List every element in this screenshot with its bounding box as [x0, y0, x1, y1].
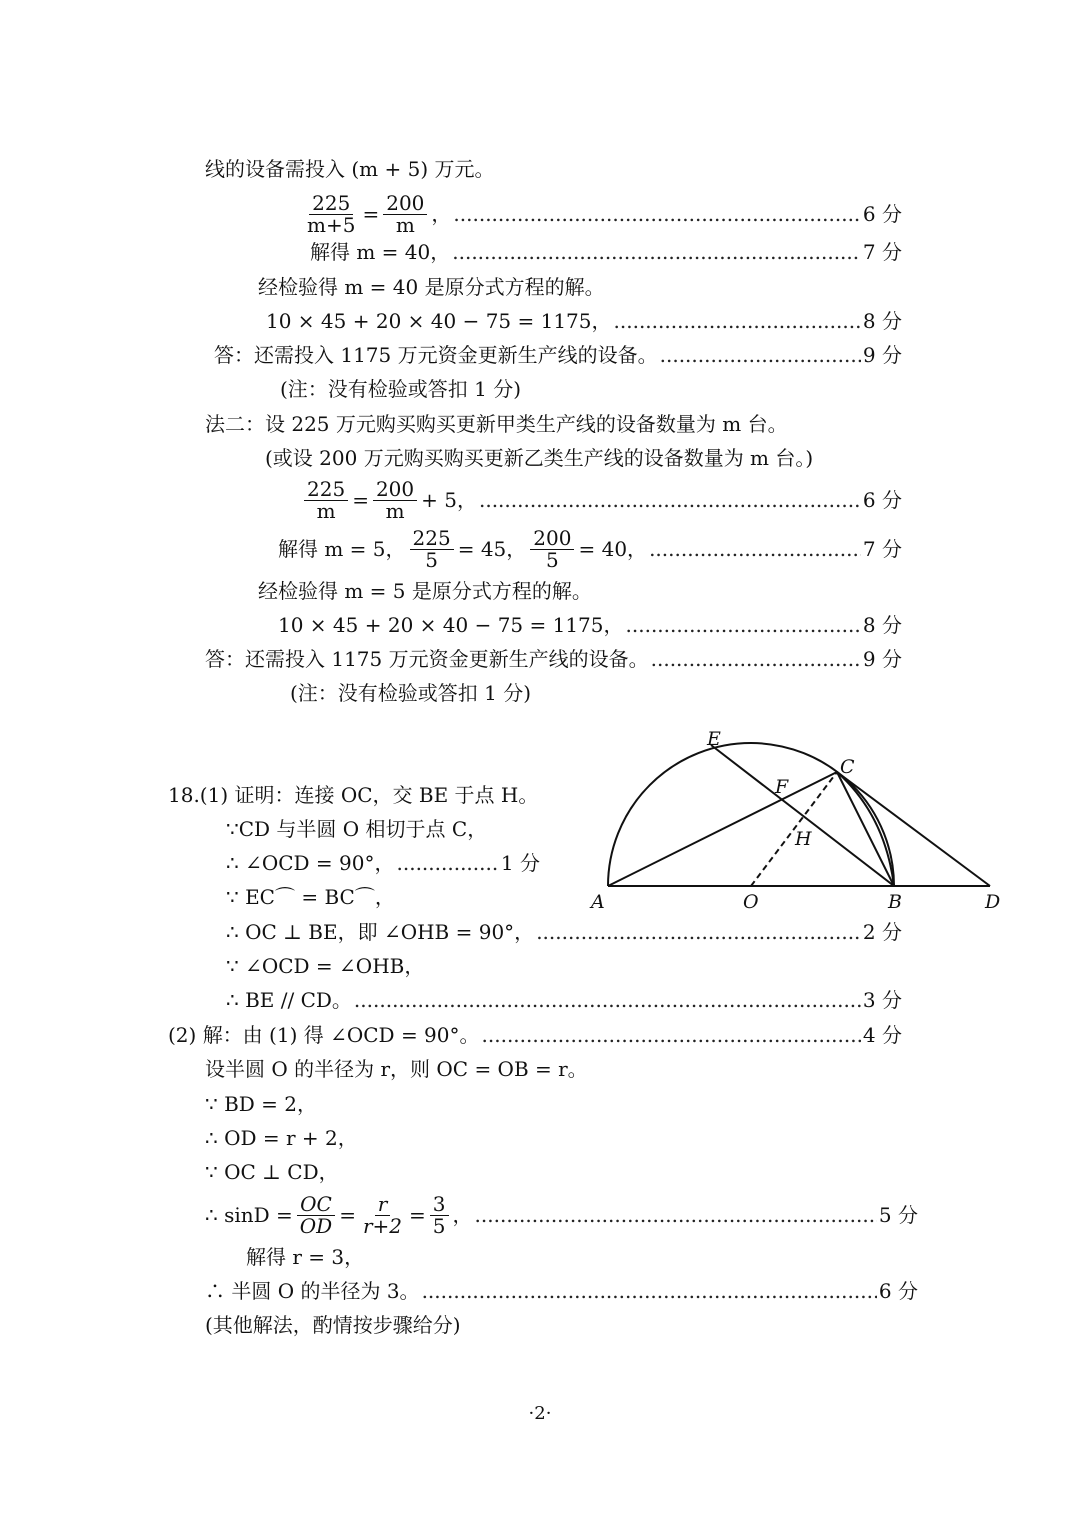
text-line: 答：还需投入 1175 万元资金更新生产线的设备。 ..... 9 分	[205, 642, 902, 676]
text-line: 设半圆 O 的半径为 r，则 OC = OB = r。	[205, 1057, 588, 1081]
fraction: $\frac{200}{5}$	[530, 528, 574, 571]
fraction: $\frac{3}{5}$	[430, 1194, 449, 1237]
leader-dots	[651, 642, 861, 676]
score: 4 分	[862, 1023, 902, 1047]
segment-eb	[711, 745, 894, 886]
text-line: 18.(1) 证明：连接 OC，交 BE 于点 H。	[168, 783, 539, 807]
score: 7 分	[862, 240, 902, 264]
fraction: $\frac{225}{5}$	[410, 528, 454, 571]
text-line: 线的设备需投入 (m + 5) 万元。	[205, 157, 495, 181]
text-line: 解得 r = 3，	[246, 1245, 365, 1269]
fraction: $\frac{r}{r+2}$	[362, 1191, 403, 1238]
page-number: ·2·	[528, 1403, 552, 1424]
text-line: (2) 解：由 (1) 得 ∠OCD = 90°。 ..... 4 分	[168, 1018, 902, 1052]
fraction: $\frac{200}{m}$	[383, 193, 427, 236]
segment-cd	[837, 772, 990, 886]
fraction: $\frac{225}{m+5}$	[307, 190, 356, 237]
score: 8 分	[862, 613, 902, 637]
text-line: 10 × 45 + 20 × 40 − 75 = 1175， ..... 8 分	[278, 608, 902, 642]
fraction: $\frac{200}{m}$	[373, 479, 417, 522]
leader-dots	[482, 1018, 861, 1052]
text-line: ∴ BE // CD。 ..... 3 分	[226, 983, 902, 1017]
label-d: D	[985, 891, 1001, 913]
score: 8 分	[862, 309, 902, 333]
segment-oc-dashed	[751, 772, 837, 886]
text-line: ∵CD 与半圆 O 相切于点 C，	[226, 817, 488, 841]
segment-cb	[837, 772, 894, 886]
text-line: ∴ ∠OCD = 90°， ..... 1 分	[226, 846, 540, 880]
label-e: E	[707, 728, 721, 750]
equation-line: ∴ sinD = $\frac{OC}{OD}$ = $\frac{r}{r+2}$ = $\frac{3}{5}$ ， ..... 5 分	[205, 1192, 918, 1238]
text-line: ∵ ∠OCD = ∠OHB，	[226, 954, 425, 978]
note-line: (注：没有检验或答扣 1 分)	[280, 377, 522, 401]
leader-dots	[453, 197, 861, 231]
score: 3 分	[862, 988, 902, 1012]
equation-line: $\frac{225}{m}$ = $\frac{200}{m}$ + 5， ..... 6 分	[300, 478, 902, 522]
note-line: (其他解法，酌情按步骤给分)	[205, 1313, 461, 1337]
leader-dots	[626, 608, 861, 642]
equation-line: 解得 m = 5， $\frac{225}{5}$ = 45， $\frac{200}{5}$ = 40， ..... 7 分	[278, 527, 902, 571]
text-line: 答：还需投入 1175 万元资金更新生产线的设备。 ..... 9 分	[214, 338, 902, 372]
text-line: ∵ OC ⊥ CD，	[205, 1160, 339, 1184]
label-h: H	[795, 828, 812, 850]
note-line: (注：没有检验或答扣 1 分)	[290, 681, 532, 705]
score: 5 分	[878, 1203, 918, 1227]
leader-dots	[649, 532, 861, 566]
leader-dots	[397, 846, 499, 880]
score: 6 分	[862, 202, 902, 226]
text-line: ∴ OC ⊥ BE，即 ∠OHB = 90°， ..... 2 分	[226, 915, 902, 949]
leader-dots	[536, 915, 861, 949]
label-o: O	[743, 891, 759, 913]
label-b: B	[888, 891, 902, 913]
label-c: C	[840, 756, 855, 778]
leader-dots	[354, 983, 861, 1017]
text-line: ∴ 半圆 O 的半径为 3。 ..... 6 分	[205, 1274, 918, 1308]
score: 1 分	[500, 851, 540, 875]
text-line: 经检验得 m = 40 是原分式方程的解。	[258, 275, 605, 299]
score: 9 分	[862, 343, 902, 367]
fraction: $\frac{225}{m}$	[304, 479, 348, 522]
text-line: ∵ EC⌒ = BC⌒，	[226, 885, 395, 909]
label-f: F	[775, 776, 789, 798]
leader-dots	[422, 1274, 877, 1308]
leader-dots	[614, 304, 861, 338]
leader-dots	[475, 1198, 877, 1232]
score: 6 分	[862, 488, 902, 512]
score: 9 分	[862, 647, 902, 671]
leader-dots	[479, 483, 861, 517]
text-line: ∴ OD = r + 2，	[205, 1126, 358, 1150]
geometry-figure	[585, 725, 1045, 925]
score: 2 分	[862, 920, 902, 944]
leader-dots	[660, 338, 861, 372]
leader-dots	[452, 235, 861, 269]
text-line: 经检验得 m = 5 是原分式方程的解。	[258, 579, 592, 603]
score: 6 分	[878, 1279, 918, 1303]
text-line: (或设 200 万元购买购买更新乙类生产线的设备数量为 m 台。)	[265, 446, 814, 470]
text-line: 解得 m = 40， ..... 7 分	[310, 235, 902, 269]
equation-line: $\frac{225}{m+5}$ = $\frac{200}{m}$ ， ..... 6 分	[300, 192, 902, 236]
text-line: 法二：设 225 万元购买购买更新甲类生产线的设备数量为 m 台。	[205, 412, 788, 436]
label-a: A	[591, 891, 605, 913]
fraction: $\frac{OC}{OD}$	[297, 1194, 335, 1237]
text-line: ∵ BD = 2，	[205, 1092, 318, 1116]
text-line: 10 × 45 + 20 × 40 − 75 = 1175， ..... 8 分	[266, 304, 902, 338]
score: 7 分	[862, 537, 902, 561]
